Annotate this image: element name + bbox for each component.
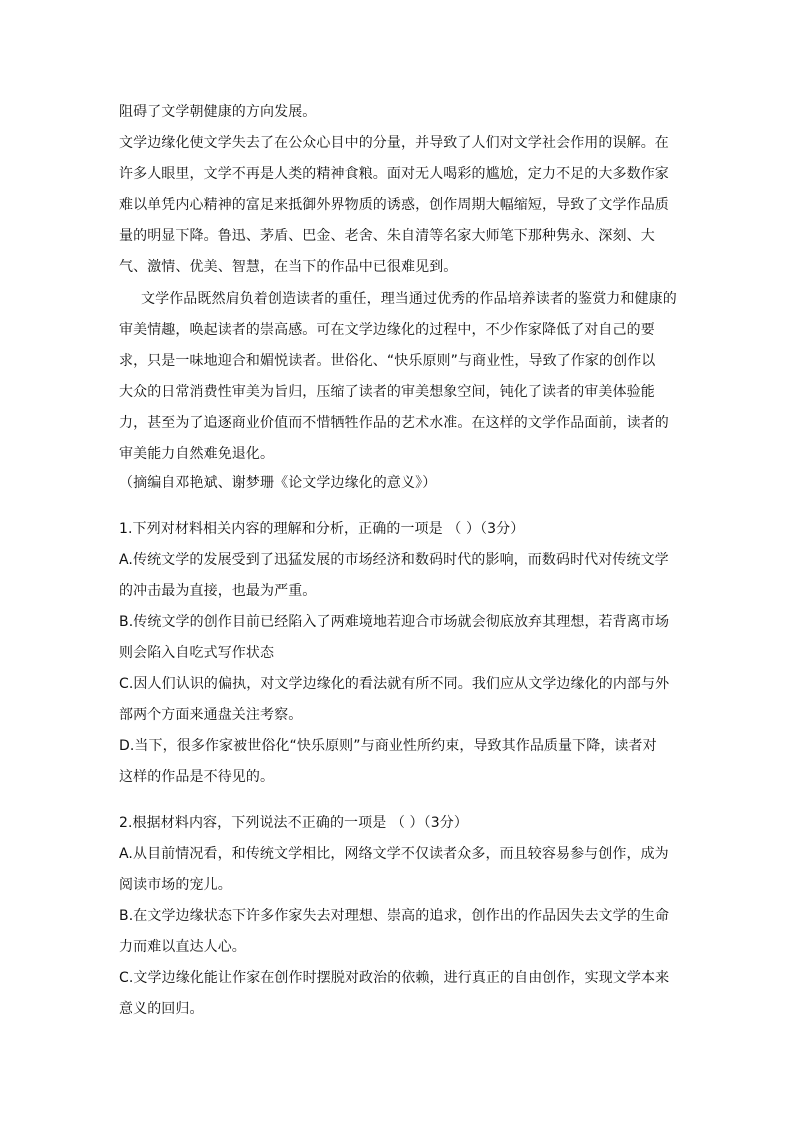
question-1-option-d: D.当下，很多作家被世俗化“快乐原则”与商业性所约束，导致其作品质量下降，读者对 xyxy=(119,738,657,754)
question-1-option-c: C.因人们认识的偏执，对文学边缘化的看法就有所不同。我们应从文学边缘化的内部与外 xyxy=(119,676,670,692)
passage-line: 气、激情、优美、智慧，在当下的作品中已很难见到。 xyxy=(119,259,458,275)
question-1-option-d: 这样的作品是不待见的。 xyxy=(119,769,275,785)
question-2-option-a: A.从目前情况看，和传统文学相比，网络文学不仅读者众多，而且较容易参与创作，成为 xyxy=(119,846,669,862)
question-1-option-a: A.传统文学的发展受到了迅猛发展的市场经济和数码时代的影响，而数码时代对传统文学 xyxy=(119,552,669,568)
question-2-option-b: 力而难以直达人心。 xyxy=(119,939,246,955)
question-1-option-b: B.传统文学的创作目前已经陷入了两难境地若迎合市场就会彻底放弃其理想，若背离市场 xyxy=(119,614,670,630)
passage-line: 文学作品既然肩负着创造读者的重任，理当通过优秀的作品培养读者的鉴赏力和健康的 xyxy=(141,291,677,307)
question-2-stem: 2.根据材料内容，下列说法不正确的一项是 （ ）（3分） xyxy=(119,815,468,831)
passage-line: 审美能力自然难免退化。 xyxy=(119,446,275,462)
question-1-option-b: 则会陷入自吃式写作状态 xyxy=(119,645,275,661)
passage-line: 求，只是一味地迎合和媚悦读者。世俗化、“快乐原则”与商业性，导致了作家的创作以 xyxy=(119,353,656,369)
question-2-option-b: B.在文学边缘状态下许多作家失去对理想、崇高的追求，创作出的作品因失去文学的生命 xyxy=(119,908,670,924)
question-2-option-a: 阅读市场的宠儿。 xyxy=(119,877,232,893)
passage-line: 阻碍了文学朝健康的方向发展。 xyxy=(119,104,317,120)
question-1-option-a: 的冲击最为直接，也最为严重。 xyxy=(119,583,317,599)
question-1-stem: 1.下列对材料相关内容的理解和分析，正确的一项是 （ ）（3分） xyxy=(119,521,525,537)
passage-line: 大众的日常消费性审美为旨归，压缩了读者的审美想象空间，钝化了读者的审美体验能 xyxy=(119,384,655,400)
question-2-option-c: C.文学边缘化能让作家在创作时摆脱对政治的依赖，进行真正的自由创作，实现文学本来 xyxy=(119,970,670,986)
source-citation: （摘编自邓艳斌、谢梦珊《论文学边缘化的意义》） xyxy=(119,475,437,491)
passage-line: 文学边缘化使文学失去了在公众心目中的分量，并导致了人们对文学社会作用的误解。在 xyxy=(119,135,669,151)
passage-line: 力，甚至为了追逐商业价值而不惜牺牲作品的艺术水准。在这样的文学作品面前，读者的 xyxy=(119,415,669,431)
question-1-option-c: 部两个方面来通盘关注考察。 xyxy=(119,707,303,723)
question-2-option-c: 意义的回归。 xyxy=(119,1001,204,1017)
passage-line: 许多人眼里，文学不再是人类的精神食粮。面对无人喝彩的尴尬，定力不足的大多数作家 xyxy=(119,166,669,182)
passage-line: 量的明显下降。鲁迅、茅盾、巴金、老舍、朱自清等名家大师笔下那种隽永、深刻、大 xyxy=(119,228,655,244)
passage-line: 审美情趣，唤起读者的崇高感。可在文学边缘化的过程中，不少作家降低了对自己的要 xyxy=(119,322,655,338)
passage-line: 难以单凭内心精神的富足来抵御外界物质的诱惑，创作周期大幅缩短，导致了文学作品质 xyxy=(119,197,669,213)
